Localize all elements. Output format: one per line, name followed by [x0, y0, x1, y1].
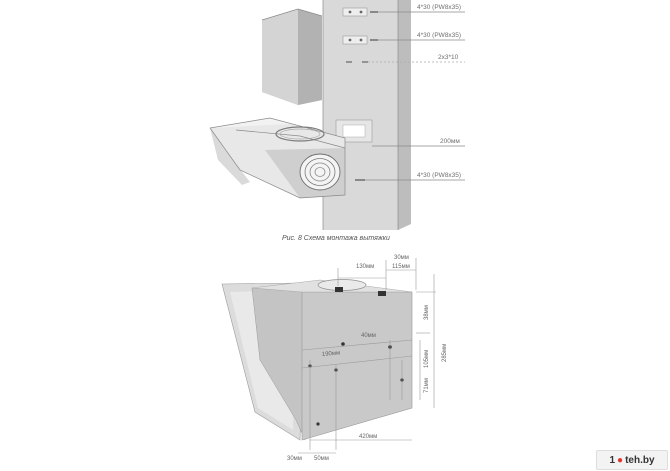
fixing-label-4: 4*30 (PW8x35) [417, 172, 462, 179]
watermark-dot-icon: ● [617, 454, 624, 466]
fan-spiral [300, 154, 340, 190]
dim-30-bottom: 30мм [287, 456, 302, 462]
dim-38: 38мм [424, 305, 430, 320]
dim-190: 190мм [321, 350, 341, 358]
top-installation-scheme [210, 0, 465, 242]
fixing-label-2: 4*30 (PW8x35) [417, 32, 462, 39]
dim-115: 115мм [392, 264, 410, 270]
bottom-dimension-scheme [222, 255, 448, 462]
dim-420: 420мм [359, 434, 378, 440]
dim-71: 71мм [424, 378, 430, 393]
fixing-label-3: 2x3*10 [438, 54, 459, 61]
watermark-text: teh.by [625, 454, 655, 466]
dim-30-top: 30мм [394, 255, 409, 261]
dim-40: 40мм [361, 333, 376, 339]
watermark-prefix: 1 [609, 454, 616, 466]
dim-50: 50мм [314, 456, 329, 462]
figure-caption: Рис. 8 Схема монтажа вытяжки [282, 235, 390, 242]
fixing-label-1: 4*30 (PW8x35) [417, 4, 462, 11]
dim-130: 130мм [356, 264, 375, 270]
dim-285: 285мм [442, 343, 448, 362]
dim-105: 105мм [424, 349, 430, 368]
duct-label: 200мм [440, 138, 460, 145]
watermark-logo [596, 450, 668, 470]
chimney-cover [262, 9, 322, 105]
